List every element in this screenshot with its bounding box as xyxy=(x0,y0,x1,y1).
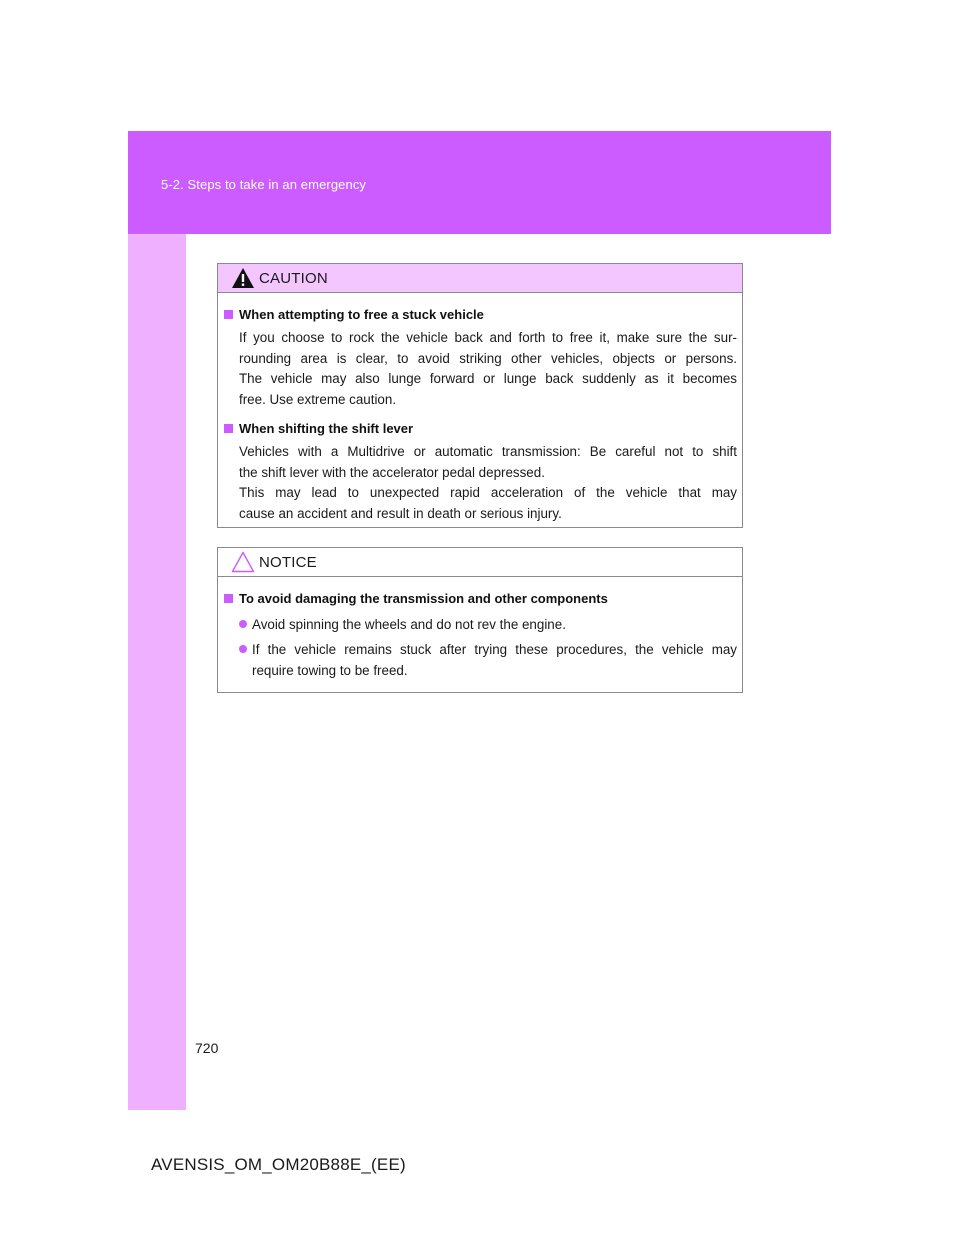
notice-bullet-item xyxy=(239,614,737,635)
caution-heading-stuck-vehicle xyxy=(224,305,737,324)
caution-paragraph-shift-lever xyxy=(239,442,737,525)
caution-header xyxy=(218,264,742,293)
paragraph-line: This may lead to unexpected rapid acceleration of the vehicle that may xyxy=(239,485,737,501)
caution-box xyxy=(217,263,743,528)
document-code: AVENSIS_OM_OM20B88E_(EE) xyxy=(151,1155,406,1174)
page-number: 720 xyxy=(195,1040,219,1056)
bullet-text xyxy=(252,639,737,681)
notice-header xyxy=(218,548,742,577)
heading-text: To avoid damaging the transmission and other components xyxy=(239,591,608,606)
paragraph-line: The vehicle may also lunge forward or lunge back suddenly as it becomes xyxy=(239,371,737,387)
bullet-text xyxy=(252,614,566,635)
heading-text: When attempting to free a stuck vehicle xyxy=(239,307,484,322)
warning-filled-icon xyxy=(231,267,255,289)
warning-outline-icon xyxy=(231,551,255,573)
bullet-line: Avoid spinning the wheels and do not rev the engine. xyxy=(252,617,566,632)
paragraph-line: If you choose to rock the vehicle back and forth to free it, make sure the sur- xyxy=(239,330,737,345)
bullet-line: If the vehicle remains stuck after trying these procedures, the vehicle may xyxy=(252,642,737,657)
heading-text: When shifting the shift lever xyxy=(239,420,414,436)
section-title: 5-2. Steps to take in an emergency xyxy=(161,177,367,192)
notice-box xyxy=(217,547,743,693)
caution-body xyxy=(218,293,742,525)
square-bullet-icon xyxy=(224,424,233,433)
square-bullet-icon xyxy=(224,594,233,603)
notice-label: NOTICE xyxy=(259,553,317,571)
round-bullet-icon xyxy=(239,620,247,628)
caution-label: CAUTION xyxy=(259,269,328,287)
caution-paragraph-stuck-vehicle xyxy=(239,328,737,411)
paragraph-line: free. Use extreme caution. xyxy=(239,392,397,408)
paragraph-line: cause an accident and result in death or serious injury. xyxy=(239,505,562,521)
notice-bullet-item xyxy=(239,639,737,681)
caution-heading-shift-lever xyxy=(224,419,737,438)
side-tab-strip xyxy=(128,234,186,1110)
paragraph-line: the shift lever with the accelerator pedal depressed. xyxy=(239,464,545,480)
notice-body xyxy=(218,577,742,681)
round-bullet-icon xyxy=(239,645,247,653)
bullet-line: require towing to be freed. xyxy=(252,663,408,678)
paragraph-line: Vehicles with a Multidrive or automatic transmission: Be careful not to shift xyxy=(239,443,737,459)
square-bullet-icon xyxy=(224,310,233,319)
paragraph-line: rounding area is clear, to avoid striking other vehicles, objects or persons. xyxy=(239,350,737,366)
notice-heading xyxy=(224,589,737,608)
